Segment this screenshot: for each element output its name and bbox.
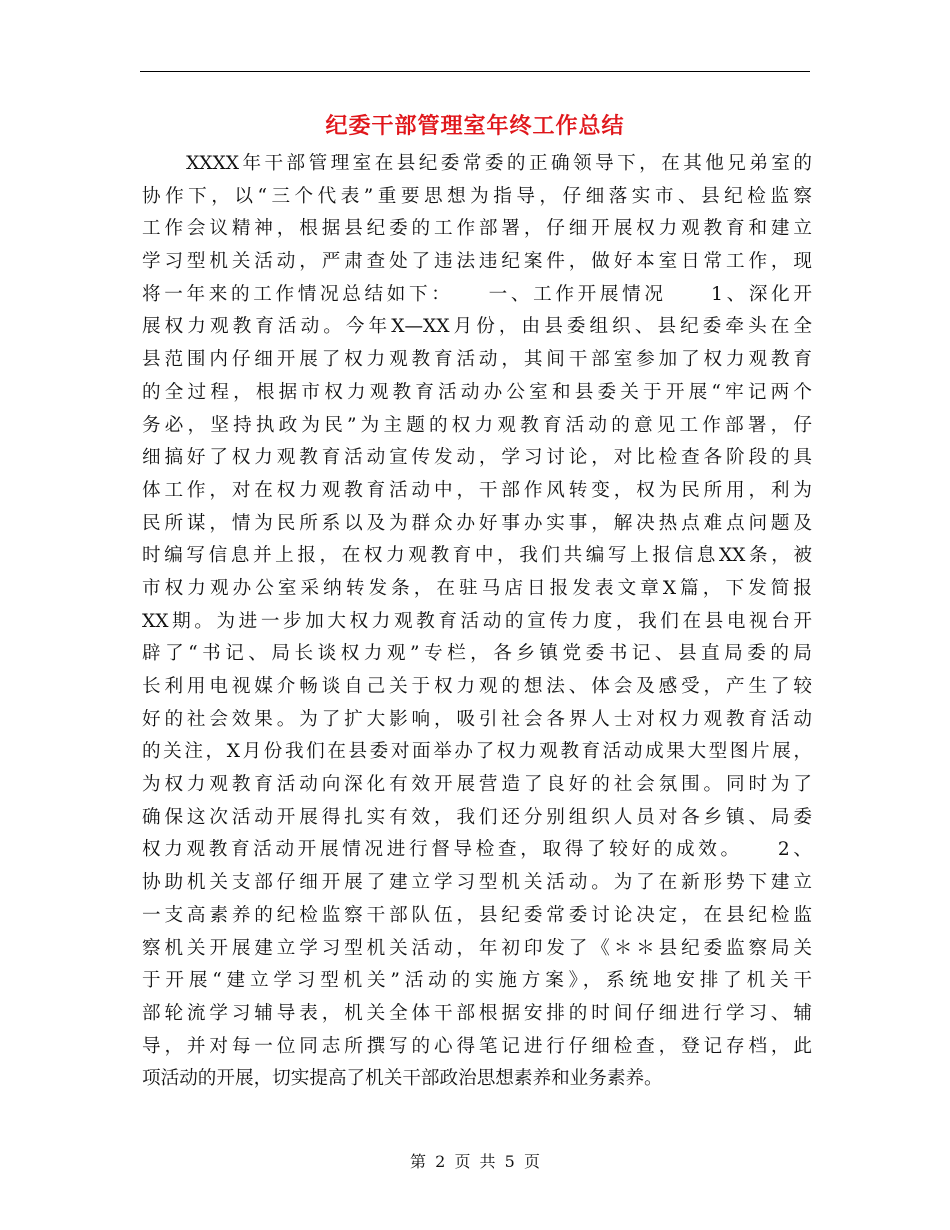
body-line: 权力观教育活动开展情况进行督导检查，取得了较好的成效。 2、: [142, 839, 812, 861]
document-title: 纪委干部管理室年终工作总结: [325, 113, 625, 139]
footer-prefix: 第: [410, 1152, 427, 1171]
body-line: 的全过程，根据市权力观教育活动办公室和县委关于开展“牢记两个: [142, 381, 812, 403]
body-line: 于开展“建立学习型机关”活动的实施方案》，系统地安排了机关干: [142, 970, 812, 992]
body-line: 部轮流学习辅导表，机关全体干部根据安排的时间仔细进行学习、辅: [142, 1002, 812, 1024]
body-line: XXXX年干部管理室在县纪委常委的正确领导下，在其他兄弟室的: [142, 153, 812, 174]
body-line: 协作下，以“三个代表”重要思想为指导，仔细落实市、县纪检监察: [142, 185, 812, 207]
body-line: 好的社会效果。为了扩大影响，吸引社会各界人士对权力观教育活动: [142, 708, 812, 730]
header-rule: [140, 71, 810, 72]
body-line: 学习型机关活动，严肃查处了违法违纪案件，做好本室日常工作，现: [142, 251, 812, 273]
body-line: 辟了“书记、局长谈权力观”专栏，各乡镇党委书记、县直局委的局: [142, 643, 812, 665]
body-line: 的关注，X月份我们在县委对面举办了权力观教育活动成果大型图片展，: [142, 741, 812, 763]
body-line: 察机关开展建立学习型机关活动，年初印发了《＊＊县纪委监察局关: [142, 937, 812, 959]
body-line: 确保这次活动开展得扎实有效，我们还分别组织人员对各乡镇、局委: [142, 806, 812, 828]
body-line: 将一年来的工作情况总结如下： 一、工作开展情况 1、深化开: [142, 283, 812, 305]
footer-total-suffix: 页: [523, 1152, 540, 1171]
body-line: 县范围内仔细开展了权力观教育活动，其间干部室参加了权力观教育: [142, 349, 812, 371]
body-line: 工作会议精神，根据县纪委的工作部署，仔细开展权力观教育和建立: [142, 218, 812, 240]
body-line: 民所谋，情为民所系以及为群众办好事办实事，解决热点难点问题及: [142, 512, 812, 534]
document-body: [142, 148, 812, 1096]
body-line: XX期。为进一步加大权力观教育活动的宣传力度，我们在县电视台开: [142, 610, 812, 632]
footer-page-word: 页: [454, 1152, 471, 1171]
body-line: 导，并对每一位同志所撰写的心得笔记进行仔细检查，登记存档，此: [142, 1035, 812, 1057]
footer-current-page: 2: [435, 1152, 446, 1171]
body-line: 一支高素养的纪检监察干部队伍，县纪委常委讨论决定，在县纪检监: [142, 904, 812, 926]
body-line: 市权力观办公室采纳转发条，在驻马店日报发表文章X篇，下发简报: [142, 577, 812, 599]
body-line: 长利用电视媒介畅谈自己关于权力观的想法、体会及感受，产生了较: [142, 676, 812, 697]
body-line: 务必，坚持执政为民”为主题的权力观教育活动的意见工作部署，仔: [142, 414, 812, 436]
body-line: 细搞好了权力观教育活动宣传发动，学习讨论，对比检查各阶段的具: [142, 447, 812, 469]
body-line: 体工作，对在权力观教育活动中，干部作风转变，权为民所用，利为: [142, 479, 812, 501]
footer-total-pages: 5: [504, 1152, 515, 1171]
body-line: 为权力观教育活动向深化有效开展营造了良好的社会氛围。同时为了: [142, 774, 812, 796]
body-line: 协助机关支部仔细开展了建立学习型机关活动。为了在新形势下建立: [142, 872, 812, 894]
body-line: 项活动的开展，切实提高了机关干部政治思想素养和业务素养。: [142, 1068, 663, 1090]
body-line: 展权力观教育活动。今年X—XX月份，由县委组织、县纪委牵头在全: [142, 316, 812, 338]
footer-total-prefix: 共: [479, 1152, 496, 1171]
body-line: 时编写信息并上报，在权力观教育中，我们共编写上报信息XX条，被: [142, 545, 812, 567]
page-footer: [0, 1150, 950, 1174]
